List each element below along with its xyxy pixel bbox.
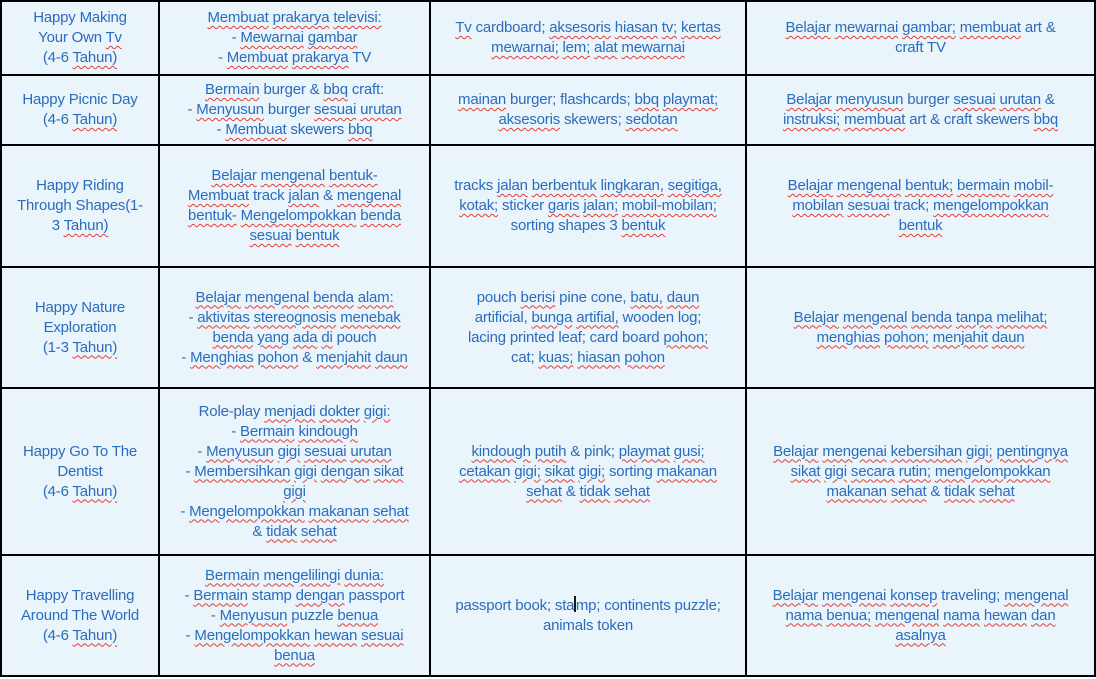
table-row [1, 145, 1095, 267]
row2-activities-cell[interactable]: Bermain burger & bbq craft: - Menyusun burger sesuai urutan - Membuat skewers bbq [159, 75, 430, 145]
row4-activities-cell[interactable]: Belajar mengenal benda alam: - aktivitas stereognosis menebak benda yang ada di pouch - Menghias pohon & menjahit daun [159, 267, 430, 388]
row5-activities-cell[interactable]: Role-play menjadi dokter gigi: - Bermain kindough - Menyusun gigi sesuai urutan - Membersihkan gigi dengan sikat gigi - Mengelompokkan makanan sehat & tidak sehat [159, 388, 430, 555]
row2-theme-cell[interactable]: Happy Picnic Day (4-6 Tahun) [1, 75, 159, 145]
row5-outcomes-cell[interactable]: Belajar mengenai kebersihan gigi; pentingnya sikat gigi secara rutin; mengelompokkan makanan sehat & tidak sehat [746, 388, 1095, 555]
row1-materials-cell[interactable]: Tv cardboard; aksesoris hiasan tv; kertas mewarnai; lem; alat mewarnai [430, 1, 746, 75]
row4-materials-cell[interactable]: pouch berisi pine cone, batu, daun artificial, bunga artifial, wooden log; lacing printed leaf; card board pohon; cat; kuas; hiasan pohon [430, 267, 746, 388]
row6-outcomes-cell[interactable]: Belajar mengenai konsep traveling; mengenal nama benua; mengenal nama hewan dan asalnya [746, 555, 1095, 676]
row2-materials-cell[interactable]: mainan burger; flashcards; bbq playmat; aksesoris skewers; sedotan [430, 75, 746, 145]
row3-activities-cell[interactable]: Belajar mengenal bentuk- Membuat track jalan & mengenal bentuk- Mengelompokkan benda sesuai bentuk [159, 145, 430, 267]
row5-materials-cell[interactable]: kindough putih & pink; playmat gusi; cetakan gigi; sikat gigi; sorting makanan sehat & tidak sehat [430, 388, 746, 555]
row4-outcomes-cell[interactable]: Belajar mengenal benda tanpa melihat; menghias pohon; menjahit daun [746, 267, 1095, 388]
row3-outcomes-cell[interactable]: Belajar mengenal bentuk; bermain mobil- mobilan sesuai track; mengelompokkan bentuk [746, 145, 1095, 267]
table-row [1, 388, 1095, 555]
row3-theme-cell[interactable]: Happy Riding Through Shapes(1- 3 Tahun) [1, 145, 159, 267]
table-row [1, 555, 1095, 676]
row3-materials-cell[interactable]: tracks jalan berbentuk lingkaran, segitiga, kotak; sticker garis jalan; mobil-mobilan; sorting shapes 3 bentuk [430, 145, 746, 267]
row4-theme-cell[interactable]: Happy Nature Exploration (1-3 Tahun) [1, 267, 159, 388]
row6-theme-cell[interactable]: Happy Travelling Around The World (4-6 Tahun) [1, 555, 159, 676]
table-row [1, 267, 1095, 388]
row1-activities-cell[interactable]: Membuat prakarya televisi: - Mewarnai gambar - Membuat prakarya TV [159, 1, 430, 75]
row6-materials-cell[interactable]: passport book; sta mp; continents puzzle; animals token [430, 555, 746, 676]
table-row [1, 75, 1095, 145]
row2-outcomes-cell[interactable]: Belajar menyusun burger sesuai urutan & instruksi; membuat art & craft skewers bbq [746, 75, 1095, 145]
row5-theme-cell[interactable]: Happy Go To The Dentist (4-6 Tahun) [1, 388, 159, 555]
row6-activities-cell[interactable]: Bermain mengelilingi dunia: - Bermain stamp dengan passport - Menyusun puzzle benua - Mengelompokkan hewan sesuai benua [159, 555, 430, 676]
table-row [1, 1, 1095, 75]
row1-theme-cell[interactable]: Happy Making Your Own Tv (4-6 Tahun) [1, 1, 159, 75]
text-cursor [574, 596, 576, 612]
row1-outcomes-cell[interactable]: Belajar mewarnai gambar; membuat art & craft TV [746, 1, 1095, 75]
